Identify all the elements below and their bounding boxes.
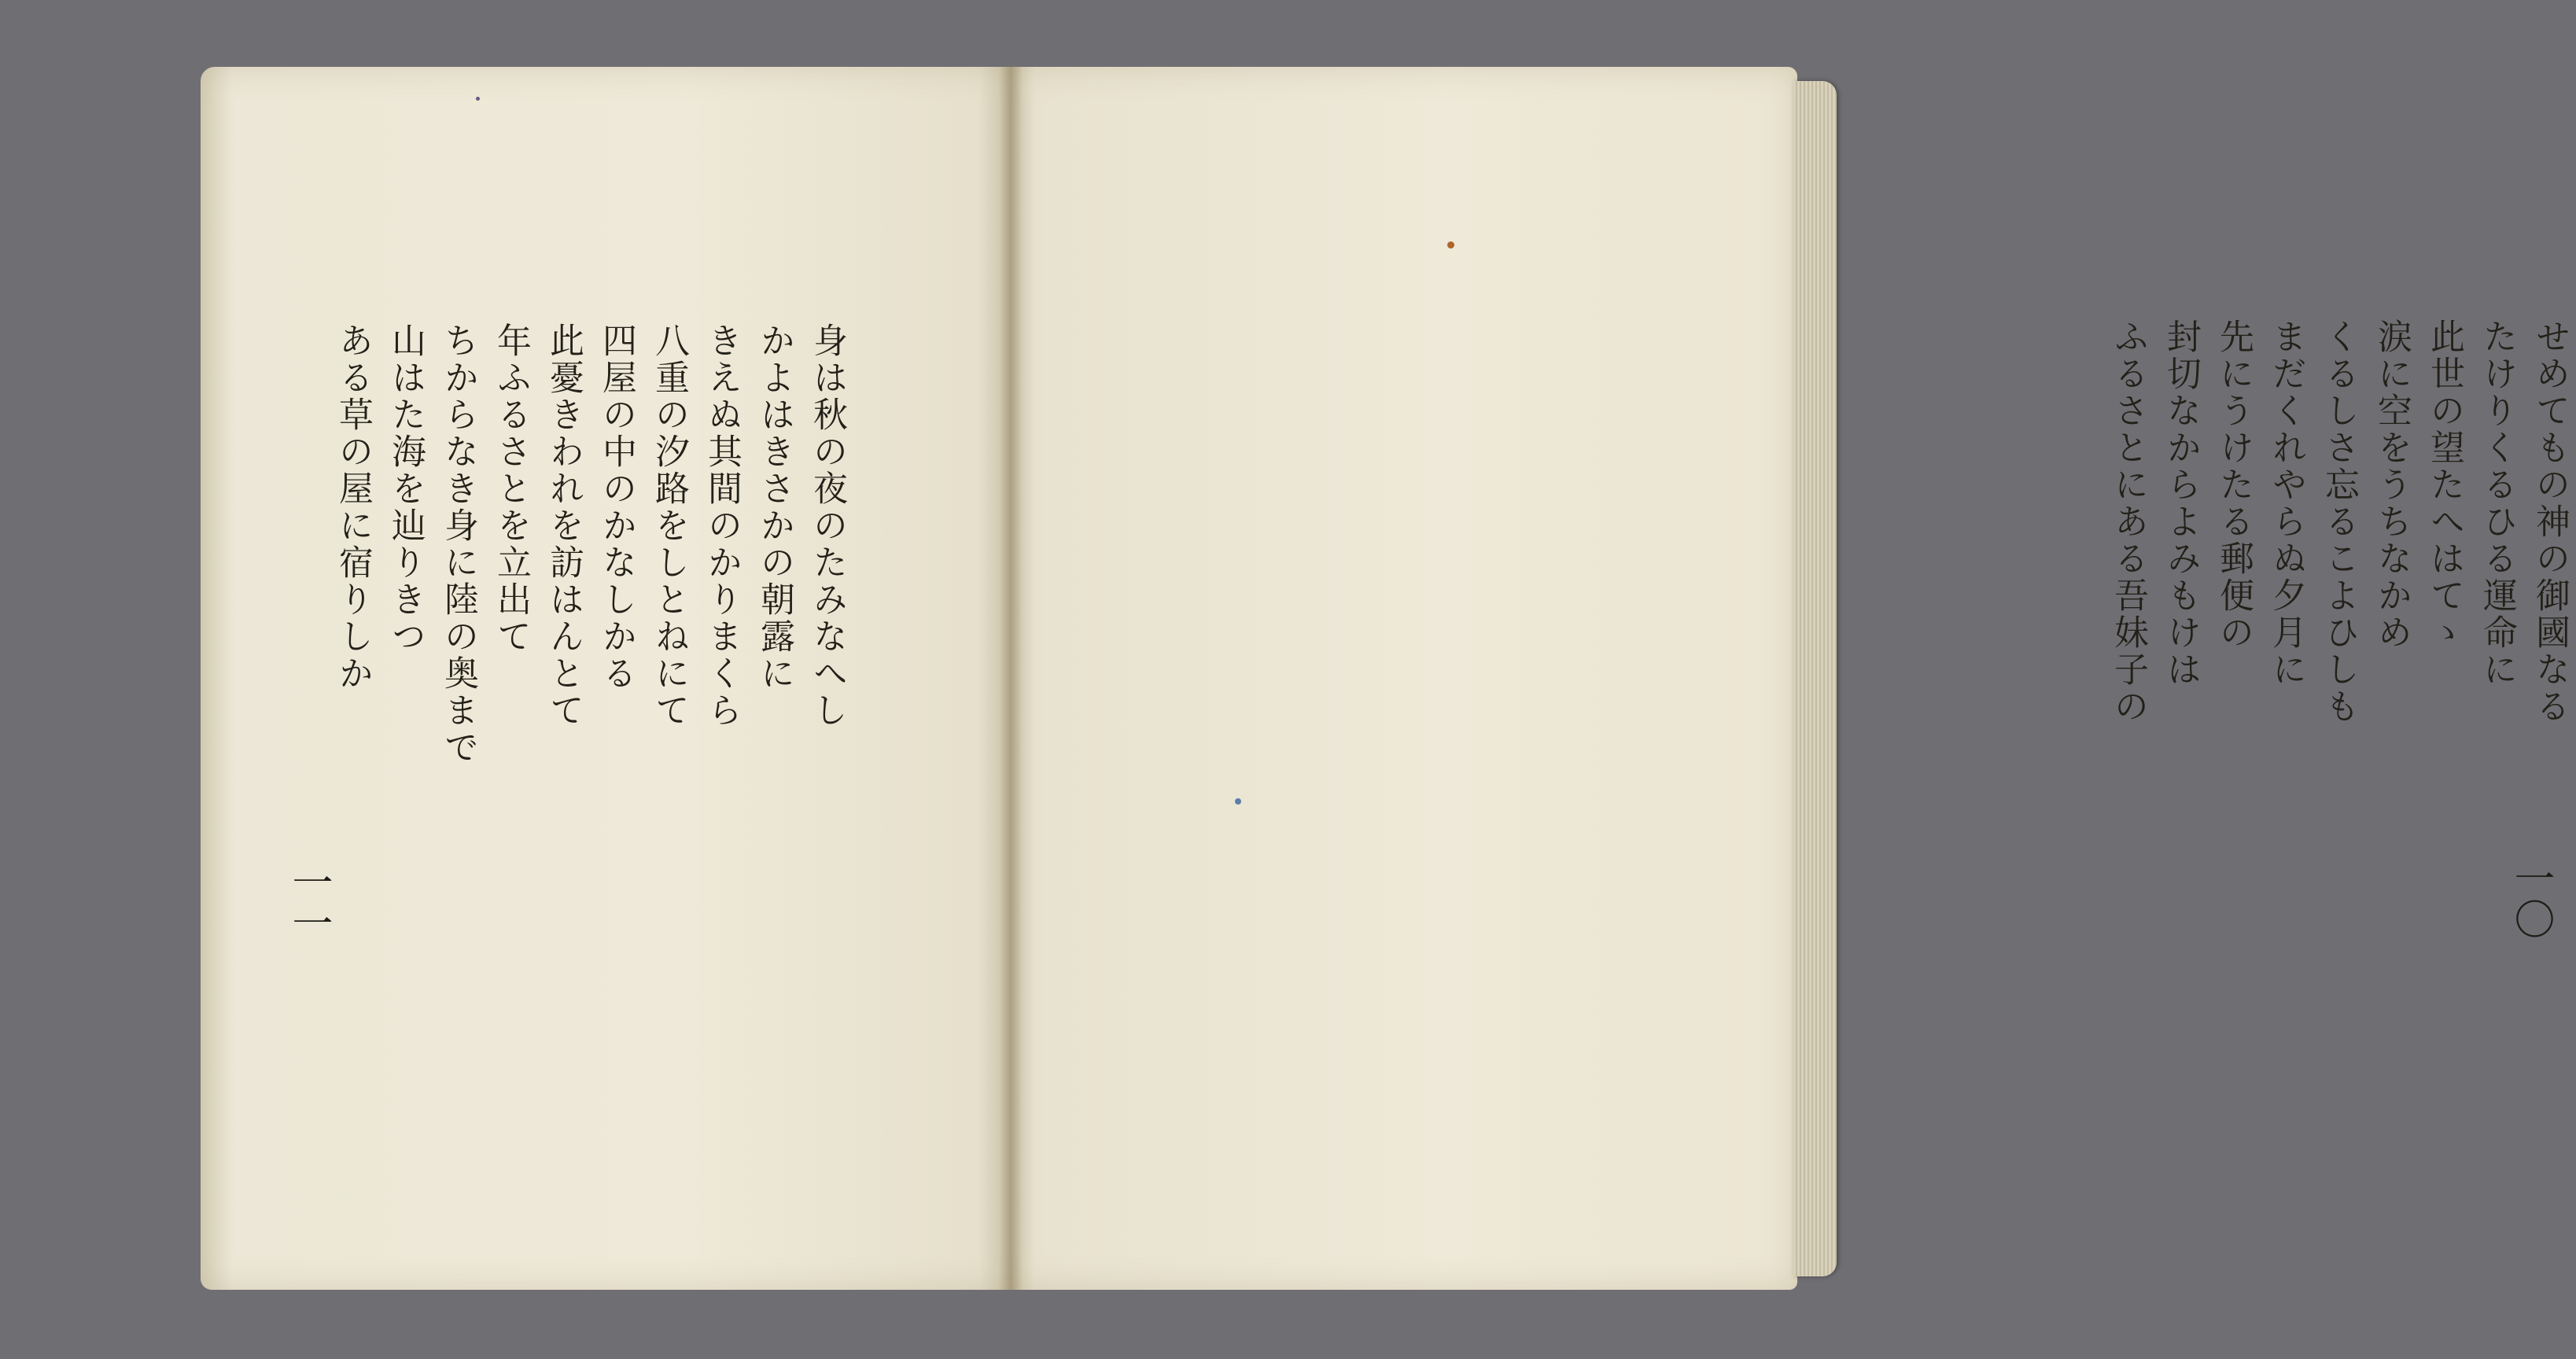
verse-line: 封切なからよみもけは xyxy=(2161,319,2201,688)
left-page xyxy=(201,67,1011,1290)
verse-line: 四屋の中のかなしかる xyxy=(596,322,636,692)
verse-line: 身は秋の夜のたみなへし xyxy=(807,322,847,729)
right-page-number: 一〇 xyxy=(2507,857,2554,939)
verse-line: 八重の汐路をしとねにて xyxy=(649,322,689,729)
verse-line: 涙に空をうちなかめ xyxy=(2371,319,2412,651)
right-page-verse xyxy=(1939,319,2576,822)
left-page-verse xyxy=(326,322,853,889)
paper-speck xyxy=(1447,241,1454,249)
spine-gutter xyxy=(999,67,1023,1290)
verse-line: かよはきさかの朝露に xyxy=(754,322,794,692)
paper-speck xyxy=(476,97,480,101)
verse-line: 先にうけたる郵便の xyxy=(2213,319,2254,651)
left-page-number: 一一 xyxy=(285,861,332,943)
verse-line: ちからなき身に陸の奥まで xyxy=(438,322,478,766)
verse-line: ある草の屋に宿りしか xyxy=(333,322,373,692)
verse-line: 山はた海を辿りきつ xyxy=(385,322,426,655)
verse-line: 此世の望たへはてゝ xyxy=(2424,319,2464,651)
verse-line: ふるさとにある吾妹子の xyxy=(2108,319,2148,725)
verse-line: 年ふるさとを立出て xyxy=(491,322,531,655)
verse-line: 此憂きわれを訪はんとて xyxy=(544,322,584,729)
verse-line: くるしさ忘るこよひしも xyxy=(2319,319,2359,725)
page-edges xyxy=(1793,81,1837,1276)
right-page xyxy=(1011,67,2570,1290)
open-book xyxy=(201,67,2570,1290)
paper-speck xyxy=(1235,798,1241,805)
verse-line: せめてもの神の御國なる xyxy=(2530,319,2570,725)
verse-line: たけりくるひる運命に xyxy=(2477,319,2517,688)
verse-line: まだくれやらぬ夕月に xyxy=(2266,319,2306,688)
verse-line: きえぬ其間のかりまくら xyxy=(702,322,742,729)
